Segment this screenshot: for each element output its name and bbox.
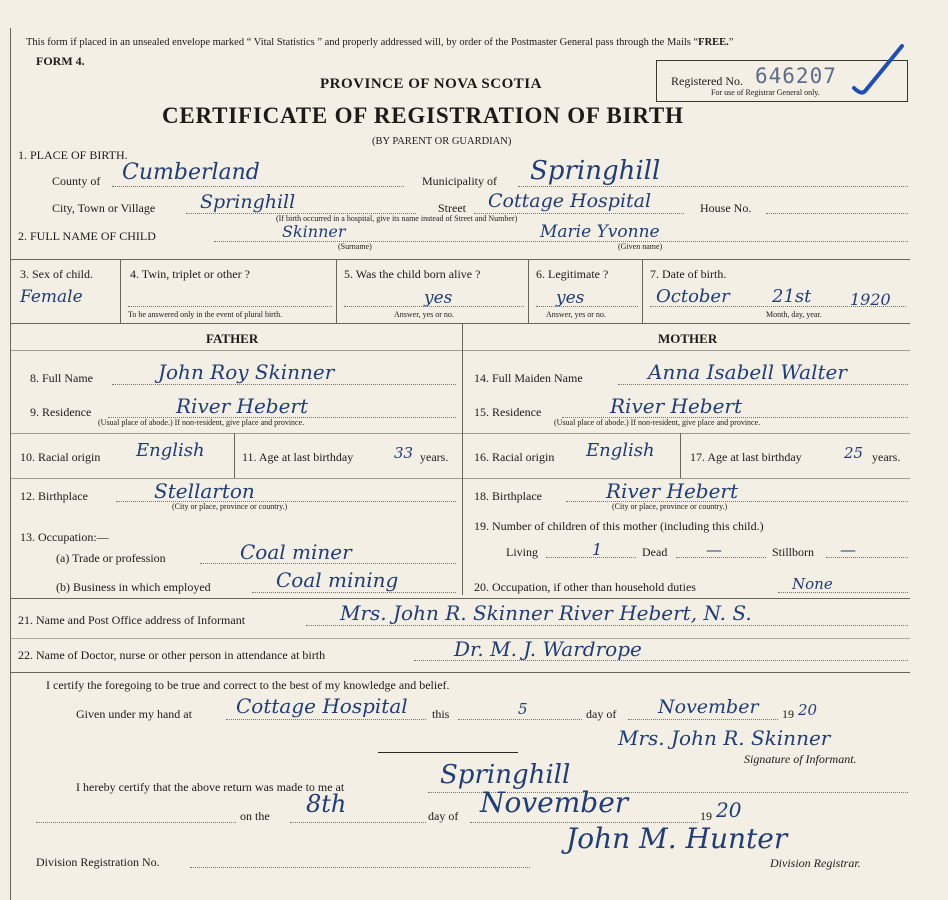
mother-birthplace-value: River Hebert <box>606 479 739 503</box>
house-number-label: House No. <box>700 201 752 215</box>
registrar-day-value: 8th <box>306 790 347 818</box>
father-heading: FATHER <box>206 331 259 346</box>
parents-divider <box>462 323 463 595</box>
father-trade-label: (a) Trade or profession <box>56 551 166 565</box>
mother-name-label: 14. Full Maiden Name <box>474 371 583 385</box>
father-age-value: 33 <box>394 444 414 462</box>
informant-value: Mrs. John R. Skinner River Hebert, N. S. <box>340 601 752 625</box>
child-given-name: Marie Yvonne <box>540 222 660 242</box>
father-trade-value: Coal miner <box>240 540 352 564</box>
mother-racial-value: English <box>586 440 655 461</box>
sex-label: 3. Sex of child. <box>20 267 93 281</box>
street-value: Cottage Hospital <box>488 190 652 212</box>
county-label: County of <box>52 174 101 188</box>
registrar-on-label: on the <box>240 809 270 823</box>
dead-value: — <box>706 540 722 559</box>
mother-age-divider <box>680 433 681 478</box>
racial-top-rule <box>10 433 910 434</box>
registered-number: 646207 <box>755 64 837 88</box>
birth-month: October <box>656 286 730 307</box>
doctor-rule <box>10 672 910 673</box>
mailing-notice-end: ” <box>728 37 734 48</box>
legitimate-value: yes <box>556 288 585 308</box>
mother-residence-value: River Hebert <box>610 394 743 418</box>
mother-racial-label: 16. Racial origin <box>474 450 555 464</box>
registrar-place-value: Springhill <box>440 760 571 790</box>
registered-label: Registered No. <box>671 74 743 88</box>
date-of-birth-line <box>650 306 906 307</box>
birth-year: 1920 <box>850 290 891 309</box>
free-label: FREE. <box>698 37 729 48</box>
born-alive-note: Answer, yes or no. <box>394 310 454 319</box>
registrar-year-prefix: 19 <box>700 809 712 823</box>
mailing-notice-text: This form if placed in an unsealed envelope marked “ Vital Statistics ” and properly addressed will, by order of the Postmaster General pass through the Mails “ <box>26 37 699 48</box>
form-number: FORM 4. <box>36 54 85 68</box>
left-border <box>10 28 11 900</box>
father-age-divider <box>234 433 235 478</box>
city-value: Springhill <box>200 191 296 213</box>
registrar-certify-text: I hereby certify that the above return was made to me at <box>76 780 345 794</box>
municipality-label: Municipality of <box>422 174 497 188</box>
informant-signature: Mrs. John R. Skinner <box>618 726 831 750</box>
father-name-line <box>112 384 456 385</box>
born-alive-value: yes <box>424 288 453 308</box>
certify-year-value: 20 <box>798 701 818 719</box>
certify-text: I certify the foregoing to be true and correct to the best of my knowledge and belief. <box>46 678 450 692</box>
row3-bottom-rule <box>10 323 910 324</box>
mother-heading: MOTHER <box>658 331 718 346</box>
registrar-signature: John M. Hunter <box>566 822 788 855</box>
county-line <box>112 186 404 187</box>
certify-month-line <box>628 719 778 720</box>
mother-birthplace-label: 18. Birthplace <box>474 489 542 503</box>
born-alive-line <box>344 306 524 307</box>
registrar-month-value: November <box>480 786 629 819</box>
stillborn-label: Stillborn <box>772 545 815 559</box>
row3-divider-3 <box>528 259 529 323</box>
father-birthplace-note: (City or place, province or country.) <box>172 502 288 511</box>
father-occupation-label: 13. Occupation:— <box>20 530 109 544</box>
municipality-line <box>518 186 908 187</box>
father-racial-value: English <box>136 440 205 461</box>
father-birthplace-value: Stellarton <box>154 479 255 503</box>
twin-label: 4. Twin, triplet or other ? <box>130 267 250 281</box>
hospital-note: (If birth occurred in a hospital, give its name instead of Street and Number) <box>276 214 518 223</box>
born-alive-label: 5. Was the child born alive ? <box>344 267 481 281</box>
father-business-value: Coal mining <box>276 568 399 592</box>
registrar-year-value: 20 <box>716 798 742 822</box>
date-of-birth-note: Month, day, year. <box>766 310 822 319</box>
given-place-value: Cottage Hospital <box>236 694 408 718</box>
certify-day-of-label: day of <box>586 707 617 721</box>
certify-year-prefix: 19 <box>782 707 794 721</box>
row3-top-rule <box>10 259 910 260</box>
city-label: City, Town or Village <box>52 201 156 215</box>
street-line <box>474 213 684 214</box>
sex-value: Female <box>20 287 83 307</box>
living-line <box>546 557 636 558</box>
check-mark <box>850 40 910 100</box>
row3-divider-2 <box>336 259 337 323</box>
given-place-line <box>226 719 426 720</box>
father-residence-value: River Hebert <box>176 394 309 418</box>
certify-day-line <box>458 719 582 720</box>
registrar-day-line <box>290 822 426 823</box>
dead-label: Dead <box>642 545 668 559</box>
house-number-line <box>766 213 908 214</box>
father-residence-note: (Usual place of abode.) If non-resident, give place and province. <box>98 418 305 427</box>
twin-note: To be answered only in the event of plural birth. <box>128 310 283 319</box>
given-name-note: (Given name) <box>618 242 663 251</box>
legitimate-line <box>536 306 638 307</box>
racial-bottom-rule <box>10 478 910 479</box>
child-surname: Skinner <box>282 222 346 241</box>
father-name-label: 8. Full Name <box>30 371 93 385</box>
county-value: Cumberland <box>122 160 260 185</box>
father-years-label: years. <box>420 450 449 464</box>
mother-years-label: years. <box>872 450 901 464</box>
street-label: Street <box>438 201 466 215</box>
registrar-pre-line <box>36 822 236 823</box>
certificate-title: CERTIFICATE OF REGISTRATION OF BIRTH <box>162 103 684 128</box>
legitimate-label: 6. Legitimate ? <box>536 267 609 281</box>
date-of-birth-label: 7. Date of birth. <box>650 267 727 281</box>
mother-name-line <box>618 384 908 385</box>
twin-line <box>128 306 332 307</box>
doctor-value: Dr. M. J. Wardrope <box>454 637 642 661</box>
municipality-value: Springhill <box>530 156 661 186</box>
division-registrar-label: Division Registrar. <box>770 856 861 870</box>
division-registration-label: Division Registration No. <box>36 855 160 869</box>
mother-occupation-label: 20. Occupation, if other than household duties <box>474 580 696 594</box>
father-name-value: John Roy Skinner <box>158 360 335 384</box>
certify-month-value: November <box>658 696 759 718</box>
father-age-label: 11. Age at last birthday <box>242 450 354 464</box>
certify-day-value: 5 <box>518 700 528 718</box>
father-residence-label: 9. Residence <box>30 405 92 419</box>
stillborn-line <box>826 557 908 558</box>
father-birthplace-label: 12. Birthplace <box>20 489 88 503</box>
certificate-subtitle: (BY PARENT OR GUARDIAN) <box>372 136 512 147</box>
given-under-label: Given under my hand at <box>76 707 192 721</box>
mother-name-value: Anna Isabell Walter <box>648 360 847 384</box>
parents-heading-rule <box>10 350 910 351</box>
mother-occupation-value: None <box>792 575 833 593</box>
row3-divider-1 <box>120 259 121 323</box>
informant-label: 21. Name and Post Office address of Informant <box>18 613 246 627</box>
surname-note: (Surname) <box>338 242 372 251</box>
father-business-line <box>252 592 456 593</box>
mother-birthplace-note: (City or place, province or country.) <box>612 502 728 511</box>
registrar-general-note: For use of Registrar General only. <box>711 88 820 97</box>
division-registration-line <box>190 867 530 868</box>
mother-residence-note: (Usual place of abode.) If non-resident, give place and province. <box>554 418 761 427</box>
children-count-label: 19. Number of children of this mother (including this child.) <box>474 519 764 533</box>
legitimate-note: Answer, yes or no. <box>546 310 606 319</box>
birth-day: 21st <box>772 286 812 307</box>
mother-age-label: 17. Age at last birthday <box>690 450 802 464</box>
place-of-birth-heading: 1. PLACE OF BIRTH. <box>18 148 128 162</box>
row3-divider-4 <box>642 259 643 323</box>
mother-age-value: 25 <box>844 444 864 462</box>
father-racial-label: 10. Racial origin <box>20 450 101 464</box>
parents-bottom-rule <box>10 598 910 599</box>
province-heading: PROVINCE OF NOVA SCOTIA <box>320 76 542 92</box>
registrar-day-of-label: day of <box>428 809 459 823</box>
child-name-label: 2. FULL NAME OF CHILD <box>18 229 156 243</box>
living-label: Living <box>506 545 538 559</box>
informant-line <box>306 625 908 626</box>
father-business-label: (b) Business in which employed <box>56 580 211 594</box>
certify-this-label: this <box>432 707 450 721</box>
mailing-notice <box>26 37 733 48</box>
center-rule <box>378 752 518 753</box>
doctor-label: 22. Name of Doctor, nurse or other person in attendance at birth <box>18 648 326 662</box>
living-value: 1 <box>592 540 603 559</box>
informant-signature-label: Signature of Informant. <box>744 752 857 766</box>
mother-residence-label: 15. Residence <box>474 405 542 419</box>
stillborn-value: — <box>840 540 856 559</box>
